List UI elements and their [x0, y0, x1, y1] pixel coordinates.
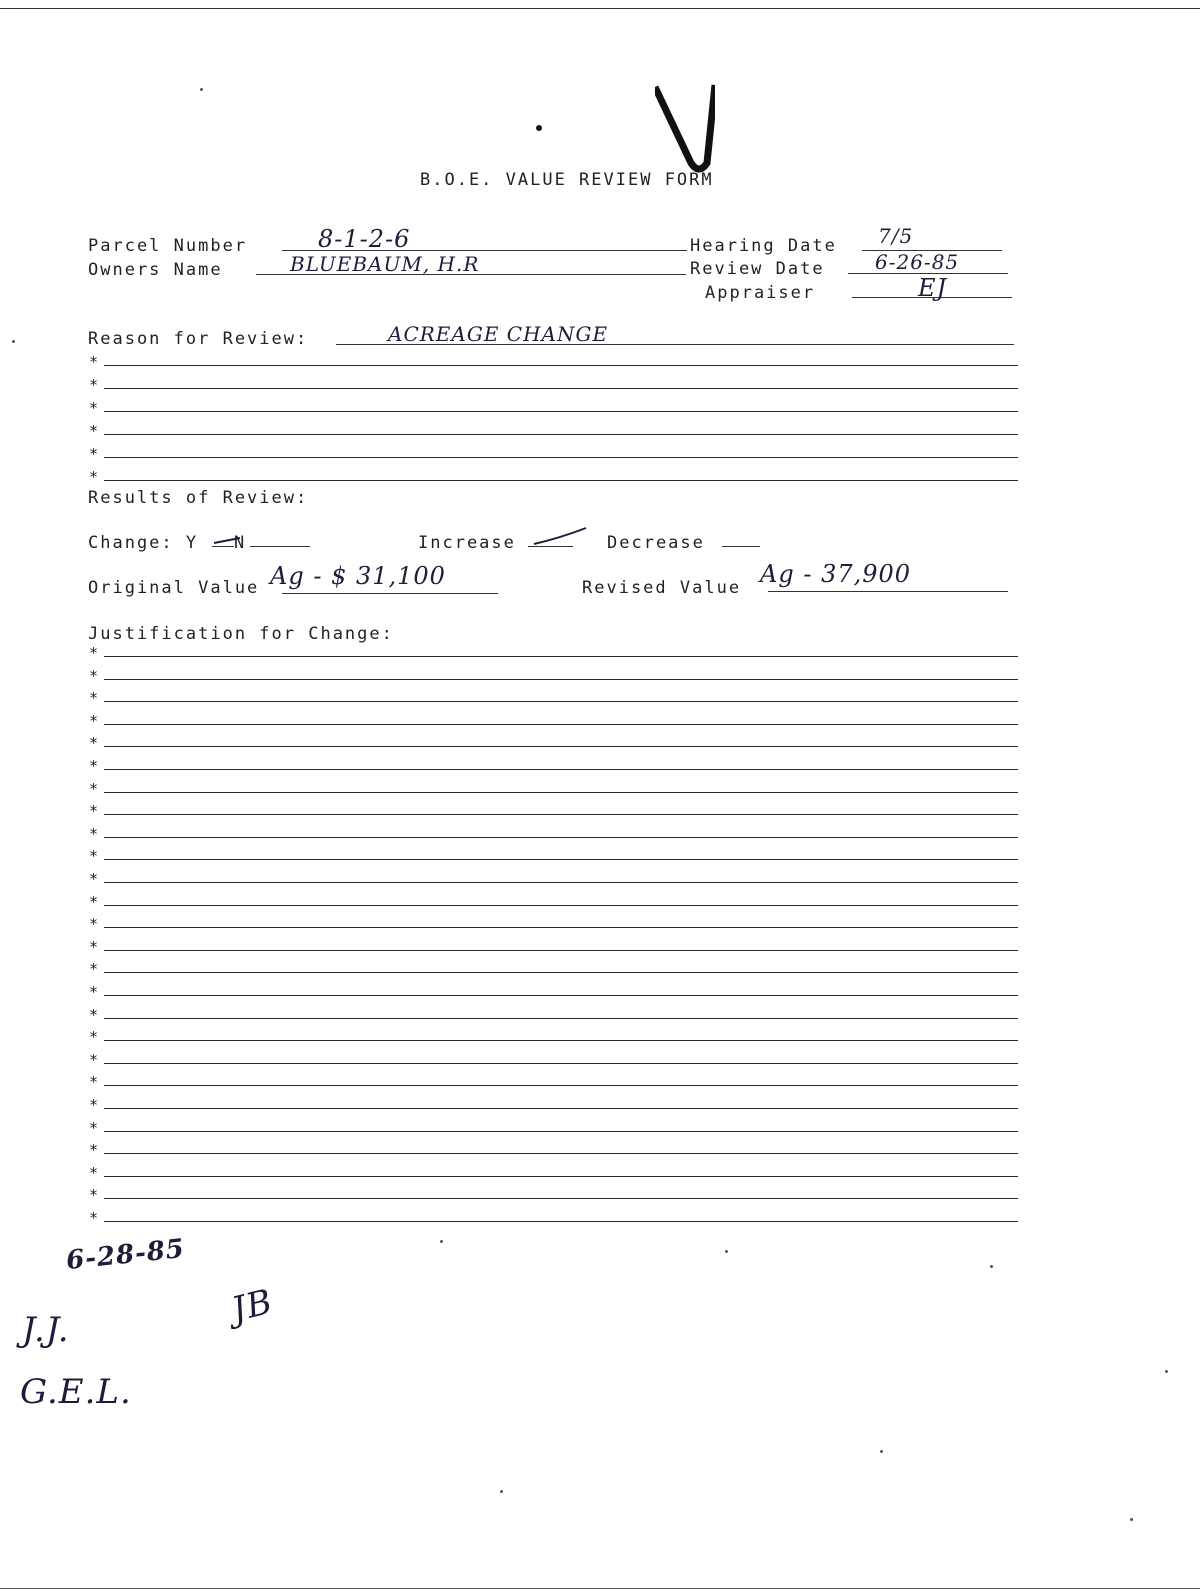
line-marker: * [89, 757, 99, 775]
speck [1165, 1370, 1168, 1373]
line-marker: * [89, 644, 99, 662]
form-rule-line [104, 1198, 1018, 1199]
results-label: Results of Review: [88, 488, 309, 508]
revised-value: Ag - 37,900 [760, 560, 912, 588]
form-rule-line [104, 746, 1018, 747]
line-marker: * [89, 1118, 99, 1137]
decrease-underline [722, 546, 760, 547]
speck [725, 1250, 728, 1253]
decrease-label: Decrease [607, 533, 705, 553]
line-marker: * [89, 1209, 99, 1227]
line-marker: * [89, 1028, 99, 1047]
speck [200, 88, 203, 91]
change-n-underline [250, 546, 310, 547]
reason-label: Reason for Review: [88, 329, 309, 349]
form-rule-line [104, 701, 1018, 702]
form-rule-line [104, 814, 1018, 815]
change-n-label: N [234, 533, 247, 553]
form-rule-line [104, 792, 1018, 793]
form-rule-line [104, 837, 1018, 838]
line-marker: * [89, 666, 99, 685]
line-marker: * [89, 399, 99, 417]
speck [1130, 1518, 1133, 1521]
parcel-number-value: 8-1-2-6 [318, 225, 411, 253]
line-marker: * [89, 1186, 99, 1205]
increase-check-mark [530, 524, 590, 548]
hearing-date-value: 7/5 [878, 224, 914, 248]
line-marker: * [89, 937, 99, 956]
form-rule-line [104, 1153, 1018, 1154]
form-rule-line [104, 859, 1018, 860]
speck [500, 1490, 503, 1493]
form-title: B.O.E. VALUE REVIEW FORM [420, 170, 714, 190]
form-rule-line [104, 679, 1018, 680]
form-rule-line [104, 1131, 1018, 1132]
form-rule-line [104, 995, 1018, 996]
form-rule-line [104, 950, 1018, 951]
form-rule-line [104, 882, 1018, 883]
paper-clip-mark [655, 75, 715, 175]
speck [440, 1240, 443, 1243]
appraiser-value: EJ [918, 274, 948, 302]
form-rule-line [104, 972, 1018, 973]
form-rule-line [104, 656, 1018, 657]
form-rule-line [104, 1040, 1018, 1041]
increase-label: Increase [418, 533, 516, 553]
line-marker: * [89, 824, 99, 843]
line-marker: * [89, 711, 99, 730]
line-marker: * [89, 376, 99, 394]
original-value-underline [282, 593, 498, 594]
form-rule-line [104, 769, 1018, 770]
line-marker: * [89, 960, 99, 979]
form-rule-line [104, 411, 1018, 412]
form-rule-line [104, 434, 1018, 435]
bottom-rule [0, 1588, 1200, 1589]
change-yes-check-mark [212, 534, 242, 548]
line-marker: * [89, 779, 99, 798]
line-marker: * [89, 1005, 99, 1024]
line-marker: * [89, 1096, 99, 1114]
original-value-label: Original Value [88, 578, 260, 598]
handwritten-date: 6-28-85 [64, 1233, 187, 1277]
original-value: Ag - $ 31,100 [270, 562, 446, 590]
justification-label: Justification for Change: [88, 624, 394, 644]
hearing-date-label: Hearing Date [690, 236, 837, 256]
form-rule-line [104, 1176, 1018, 1177]
line-marker: * [89, 422, 99, 440]
form-rule-line [104, 365, 1018, 366]
speck [880, 1450, 883, 1453]
line-marker: * [89, 847, 99, 866]
line-marker: * [89, 915, 99, 934]
revised-value-label: Revised Value [582, 578, 742, 598]
line-marker: * [89, 870, 99, 888]
review-date-value: 6-26-85 [875, 250, 960, 274]
review-date-label: Review Date [690, 259, 825, 279]
handwritten-initials-2: G.E.L. [20, 1372, 132, 1412]
line-marker: * [89, 445, 99, 463]
owners-name-value: BLUEBAUM, H.R [290, 252, 480, 276]
line-marker: * [89, 1163, 99, 1182]
line-marker: * [89, 734, 99, 753]
reason-value: ACREAGE CHANGE [388, 322, 609, 346]
line-marker: * [89, 983, 99, 1001]
line-marker: * [89, 1141, 99, 1160]
form-rule-line [104, 905, 1018, 906]
line-marker: * [89, 802, 99, 821]
change-label: Change: Y [88, 533, 199, 553]
form-rule-line [104, 1108, 1018, 1109]
form-rule-line [104, 927, 1018, 928]
form-rule-line [104, 1221, 1018, 1222]
speck [990, 1265, 993, 1268]
form-rule-line [104, 1063, 1018, 1064]
speck [12, 340, 15, 343]
line-marker: * [89, 1073, 99, 1092]
handwritten-initials-1: J.J. [22, 1310, 70, 1350]
appraiser-label: Appraiser [705, 283, 816, 303]
speck [536, 125, 542, 131]
form-rule-line [104, 1018, 1018, 1019]
line-marker: * [89, 689, 99, 708]
form-rule-line [104, 480, 1018, 481]
form-rule-line [104, 1085, 1018, 1086]
form-rule-line [104, 724, 1018, 725]
owners-name-label: Owners Name [88, 260, 223, 280]
top-rule [0, 8, 1200, 9]
line-marker: * [89, 468, 99, 486]
line-marker: * [89, 1050, 99, 1069]
line-marker: * [89, 892, 99, 911]
revised-value-underline [768, 591, 1008, 592]
parcel-number-label: Parcel Number [88, 236, 248, 256]
form-rule-line [104, 388, 1018, 389]
line-marker: * [89, 353, 99, 371]
form-rule-line [104, 457, 1018, 458]
handwritten-initials-3: JB [227, 1281, 277, 1331]
